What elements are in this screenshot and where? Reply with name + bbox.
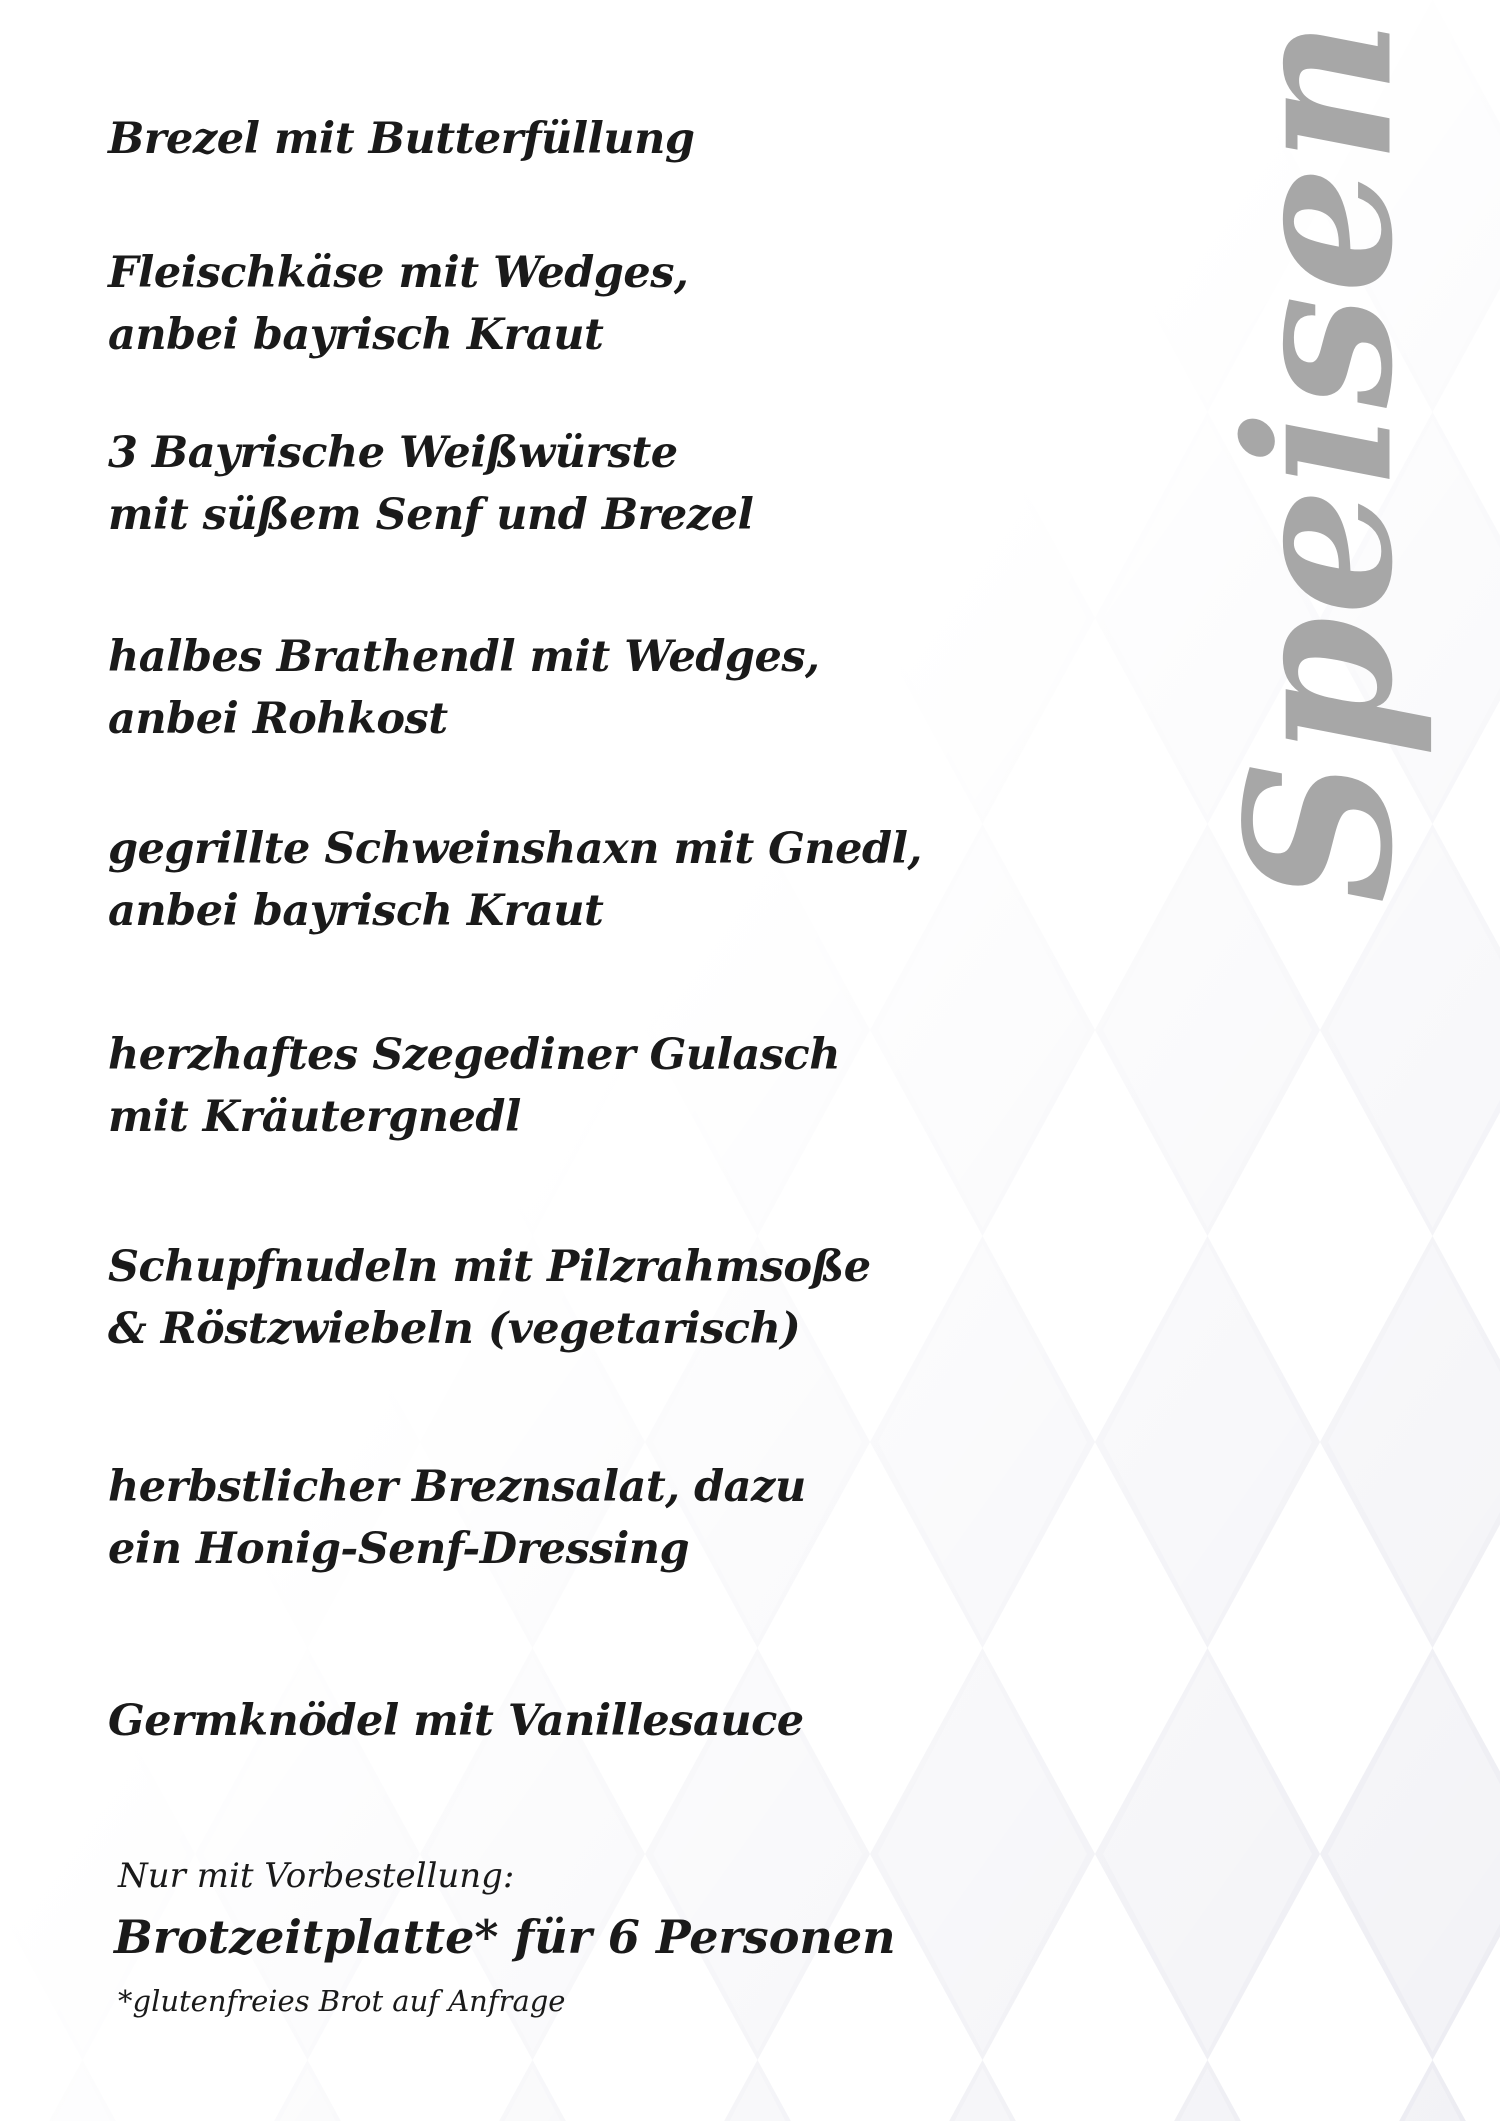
menu-item <box>108 1236 928 1360</box>
menu-item <box>108 422 928 546</box>
section-title-speisen: Speisen <box>1202 16 1438 904</box>
menu-item <box>108 818 928 942</box>
menu-item <box>108 1456 928 1580</box>
menu-item-line: anbei Rohkost <box>108 694 448 744</box>
menu-item-line: anbei bayrisch Kraut <box>108 886 604 936</box>
menu-item-line: Schupfnudeln mit Pilzrahmsoße <box>108 1242 871 1292</box>
preorder-item: Brotzeitplatte* für 6 Personen <box>114 1910 896 1964</box>
menu-item-line: herzhaftes Szegediner Gulasch <box>108 1030 840 1080</box>
menu-item-line: Brezel mit Butterfüllung <box>108 114 695 164</box>
menu-item <box>108 626 928 750</box>
menu-item-line: 3 Bayrische Weißwürste <box>108 428 678 478</box>
footnote: *glutenfreies Brot auf Anfrage <box>118 1984 566 2018</box>
menu-item-line: & Röstzwiebeln (vegetarisch) <box>108 1304 801 1354</box>
menu-item <box>108 1024 928 1148</box>
menu-item-line: Fleischkäse mit Wedges, <box>108 248 689 298</box>
menu-item-line: mit Kräutergnedl <box>108 1092 521 1142</box>
menu-item <box>108 242 928 366</box>
menu-item-line: ein Honig-Senf-Dressing <box>108 1524 690 1574</box>
menu-item <box>108 108 928 170</box>
menu-item-line: gegrillte Schweinshaxn mit Gnedl, <box>108 824 922 874</box>
menu-item-line: anbei bayrisch Kraut <box>108 310 604 360</box>
menu-item-line: Germknödel mit Vanillesauce <box>108 1696 804 1746</box>
menu-item <box>108 1690 928 1752</box>
menu-item-line: halbes Brathendl mit Wedges, <box>108 632 820 682</box>
menu-item-line: herbstlicher Breznsalat, dazu <box>108 1462 806 1512</box>
preorder-label: Nur mit Vorbestellung: <box>118 1856 515 1896</box>
menu-item-line: mit süßem Senf und Brezel <box>108 490 754 540</box>
